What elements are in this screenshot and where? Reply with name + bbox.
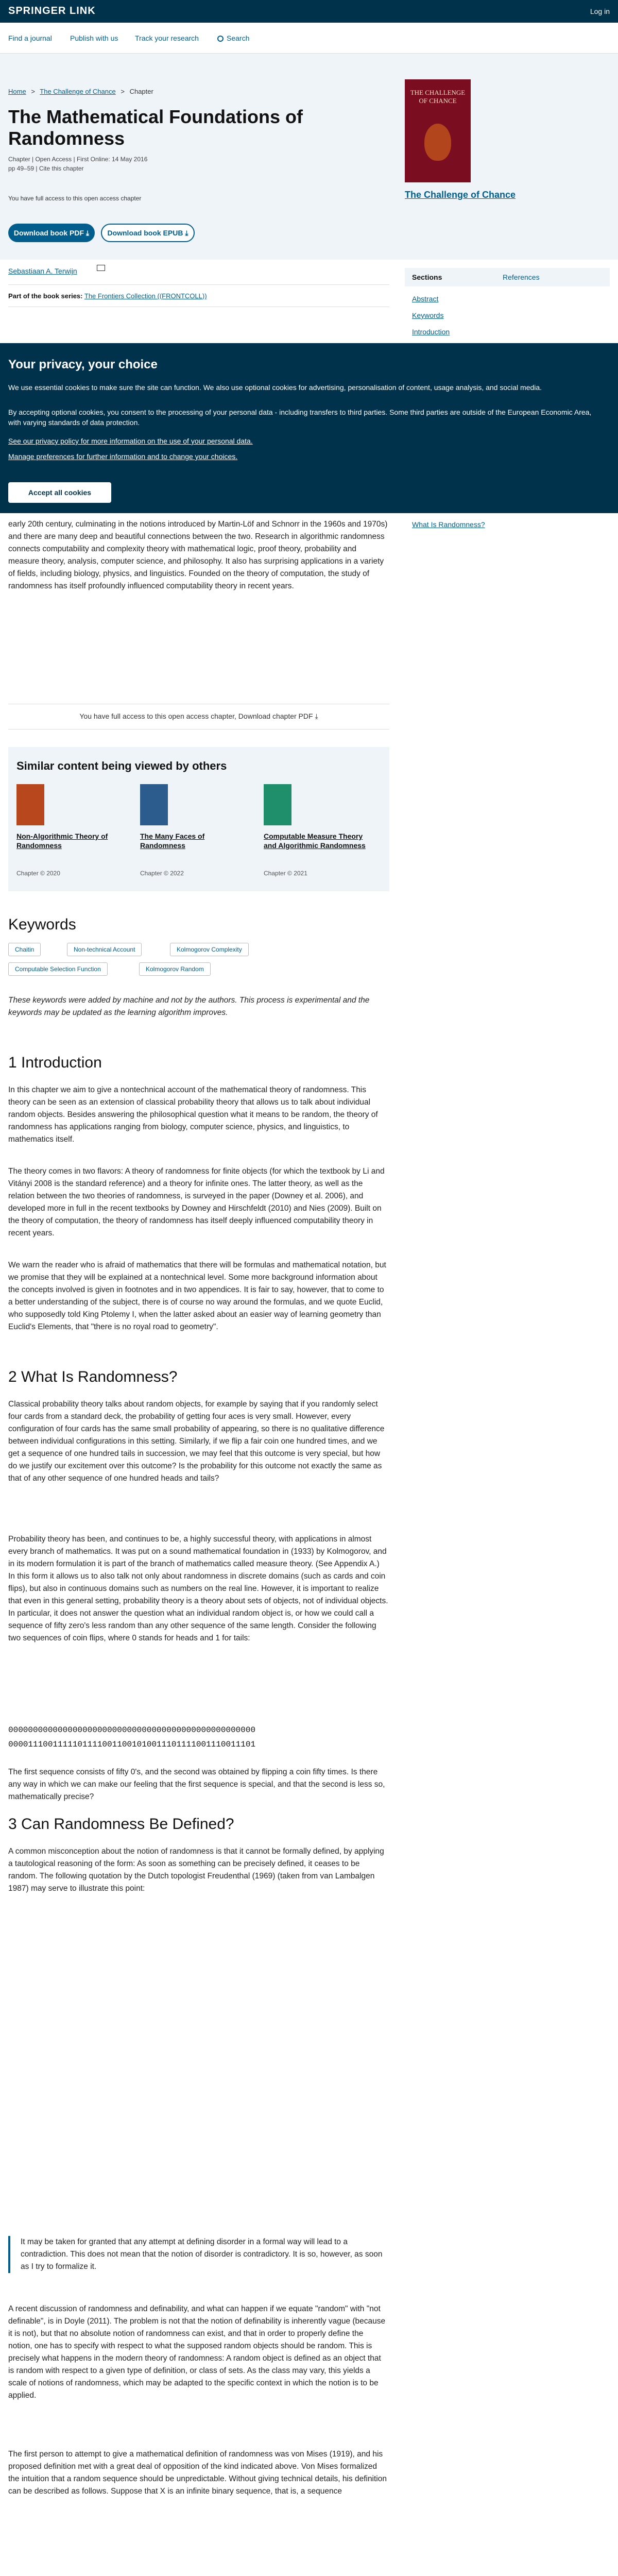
cookie-text-essential: We use essential cookies to make sure the site can function. We also use optional cookies for advertising, personalisation of content, usage analysis, and social media. — [8, 383, 542, 392]
cookie-text-consent: By accepting optional cookies, you consent to the processing of your personal data - including transfers to third parties. Some third parties are outside of the European Economic Area, with varying standards of data protection. — [8, 408, 592, 427]
keywords-heading: Keywords — [8, 916, 76, 933]
book-cover-thumbnail — [140, 784, 168, 825]
what-paragraph: The first sequence consists of fifty 0's, and the second was obtained by flipping a coin fifty times. Is there any way in which we can make our feeling that the first sequence is special, and that the second is less so, mathematically precise? — [8, 1768, 385, 1801]
search-button[interactable] — [217, 34, 249, 42]
similar-card[interactable] — [16, 784, 130, 882]
similar-card[interactable] — [140, 784, 253, 882]
privacy-policy-link[interactable]: See our privacy policy for more information on the use of your personal data. — [8, 437, 253, 445]
similar-content — [8, 747, 389, 891]
cookie-banner — [0, 343, 618, 513]
binary-sequence-random: 00001110011111011110011001010011101111001110011101 — [8, 1740, 256, 1749]
sidebar-tabs — [405, 268, 610, 286]
login-link[interactable]: Log in — [590, 7, 610, 15]
intro-paragraph: In this chapter we aim to give a nontechnical account of the mathematical theory of randomness. This theory can be seen as an extension of classical probability theory that allows us to talk about individual random objects. Besides answering the philosophical question what it means to be random, the theory of randomness has applications ranging from biology, computer science, physics, and linguistics, to mathematics itself. — [8, 1086, 378, 1144]
intro-paragraph: We warn the reader who is afraid of mathematics that there will be formulas and mathematical notation, but we promise that they will be explained at a nontechnical level. Some more background information about the concepts involved is given in footnotes and in two appendices. It is fair to say, however, that to come to a better understanding of the subject, there is of course no way around the formulas, and we quote Euclid, who supposedly told King Ptolemy I, when the latter asked about an easier way of learning geometry than Euclid's Elements, that "there is no royal road to geometry". — [8, 1261, 386, 1331]
intro-paragraph: The theory comes in two flavors: A theory of randomness for finite objects (for which the textbook by Li and Vitányi 2008 is the standard reference) and a theory for infinite ones. The latter theory, as well as the relation between the two theories of randomness, is surveyed in the paper (Downey et al. 2006), and developed more in full in the recent textbooks by Downey and Hirschfeldt (2010) and Nies (2009). Built on the theory of computation, the theory of randomness has itself deeply influenced computability theory in recent years. — [8, 1167, 385, 1238]
accept-cookies-button[interactable]: Accept all cookies — [8, 482, 111, 503]
what-paragraph: Classical probability theory talks about random objects, for example by saying that if you randomly select four cards from a standard deck, the probability of getting four aces is very small. However, every configuration of four cards has the same small probability of appearing, so there is no qualitative difference between individual configurations in this setting. Similarly, if we flip a fair coin one hundred times, and we get a sequence of one hundred tails in succession, we may feel that this outcome is very special, but how do we justify our excitement over this outcome? Is the probability for this outcome not exactly the same as that of any other sequence of one hundred heads and tails? — [8, 1400, 385, 1483]
freudenthal-quote: It may be taken for granted that any attempt at defining disorder in a formal way will lead to a contradiction. This does not mean that the notion of disorder is contradictory. It is so, however, as soon as I try to formalize it. — [8, 2236, 388, 2273]
access-notice: You have full access to this open access chapter — [8, 195, 142, 202]
sidebar-item-abstract[interactable]: Abstract — [412, 295, 439, 303]
binary-sequence-zeros: 00000000000000000000000000000000000000000000000000 — [8, 1725, 256, 1735]
intro-heading: 1 Introduction — [8, 1054, 102, 1071]
what-paragraph: Probability theory has been, and continues to be, a highly successful theory, with applications in almost every branch of mathematics. It was put on a sound mathematical foundation in (1933) by Kolmogorov, and in its modern formulation it is part of the branch of mathematics called measure theory. (See Appendix A.) In this form it allows us to also talk not only about randomness in discrete domains (such as cards and coin flips), but also in continuous domains such as numbers on the real line. However, it is important to realize that even in this general setting, probability theory is a theory about sets of objects, not of individual objects. In particular, it does not answer the question what an individual random object is, or how we could call a sequence of fifty zero's less random than any other sequence of the same length. Consider the following two sequences of coin flips, where 0 stands for heads and 1 for tails: — [8, 1535, 388, 1642]
book-cover-thumbnail — [264, 784, 291, 825]
similar-card-title[interactable]: The Many Faces of Randomness — [140, 832, 205, 850]
track-research-link[interactable]: Track your research — [135, 34, 199, 42]
breadcrumb-current: Chapter — [129, 88, 153, 95]
find-journal-link[interactable]: Find a journal — [8, 34, 52, 42]
cookie-heading: Your privacy, your choice — [8, 358, 158, 371]
book-title-link[interactable]: The Challenge of Chance — [405, 190, 516, 200]
book-cover-thumbnail — [16, 784, 44, 825]
sidebar-item-introduction[interactable]: Introduction — [412, 328, 450, 336]
similar-heading: Similar content being viewed by others — [16, 759, 227, 772]
book-cover-image[interactable] — [405, 79, 471, 182]
can-randomness-be-defined-heading: 3 Can Randomness Be Defined? — [8, 1816, 234, 1833]
similar-card-meta: Chapter © 2022 — [140, 870, 184, 877]
search-label: Search — [227, 34, 250, 42]
series-link[interactable]: The Frontiers Collection ((FRONTCOLL)) — [84, 292, 207, 300]
abstract-text: early 20th century, culminating in the notions introduced by Martin-Löf and Schnorr in the 1960s and 1970s) and there are many deep and beautiful connections between the two. Research in algorithmic randomness connects computability and complexity theory with mathematical logic, proof theory, probability and measure theory, analysis, computer science, and philosophy. It also has surprising applications in a variety of fields, including biology, physics, and linguistics. Founded on the theory of computation, the study of randomness has itself profoundly influenced computability theory in recent years. — [8, 520, 388, 590]
define-paragraph: A common misconception about the notion of randomness is that it cannot be formally defined, by applying a tautological reasoning of the form: As soon as something can be precisely defined, it ceases to be random. The following quotation by the Dutch topologist Freudenthal (1969) (taken from van Lambalgen 1987) may serve to illustrate this point: — [8, 1847, 384, 1893]
tab-references[interactable]: References — [503, 273, 540, 281]
what-is-randomness-heading: 2 What Is Randomness? — [8, 1368, 178, 1385]
similar-card-meta: Chapter © 2021 — [264, 870, 307, 877]
keyword-tag[interactable]: Computable Selection Function — [8, 962, 108, 976]
define-paragraph: A recent discussion of randomness and definability, and what can happen if we equate "random" with "not definable", is in Doyle (2011). The problem is not that the notion of definability is inherently vague (because it is not), but that no absolute notion of randomness can exist, and that in order to properly define the notion, one has to specify with respect to what the supposed random objects should be random. This is precisely what happens in the modern theory of randomness: A random object is defined as an object that is random with respect to a given type of definition, or class of sets. As the class may vary, this yields a scale of notions of randomness, which may be adapted to the specific context in which the notion is to be applied. — [8, 2304, 386, 2400]
similar-card[interactable] — [264, 784, 377, 882]
sidebar-item-keywords[interactable]: Keywords — [412, 311, 444, 319]
author-link[interactable]: Sebastiaan A. Terwijn — [8, 267, 77, 275]
breadcrumb — [8, 88, 157, 95]
keyword-tag[interactable]: Kolmogorov Random — [139, 962, 211, 976]
sidebar-item-what-is-randomness[interactable]: What Is Randomness? — [412, 520, 485, 529]
keyword-tag[interactable]: Non-technical Account — [67, 943, 142, 956]
download-pdf-button[interactable]: Download book PDF ⤓ — [8, 224, 95, 242]
similar-card-title[interactable]: Non-Algorithmic Theory of Randomness — [16, 832, 108, 850]
cover-illustration — [424, 124, 451, 161]
chapter-meta: Chapter | Open Access | First Online: 14 May 2016 — [8, 156, 148, 163]
springer-link-logo[interactable]: SPRINGER LINK — [8, 5, 96, 16]
top-bar — [0, 0, 618, 23]
download-epub-button[interactable]: Download book EPUB ⤓ — [101, 224, 195, 242]
breadcrumb-book[interactable]: The Challenge of Chance — [40, 88, 116, 95]
search-icon — [217, 36, 224, 42]
keyword-tag[interactable]: Kolmogorov Complexity — [170, 943, 249, 956]
keywords-note: These keywords were added by machine and not by the authors. This process is experimental and the keywords may be updated as the learning algorithm improves. — [8, 996, 370, 1017]
series-prefix: Part of the book series: — [8, 292, 83, 300]
keyword-tag[interactable]: Chaitin — [8, 943, 41, 956]
similar-card-title[interactable]: Computable Measure Theory and Algorithmic Randomness — [264, 832, 366, 850]
page-title: The Mathematical Foundations of Randomness — [8, 106, 303, 149]
sub-navigation — [0, 23, 618, 54]
email-icon[interactable] — [97, 265, 105, 271]
tab-sections[interactable]: Sections — [412, 273, 442, 281]
publish-link[interactable]: Publish with us — [70, 34, 118, 42]
book-cover-text: THE CHALLENGE OF CHANCE — [410, 89, 466, 105]
manage-preferences-link[interactable]: Manage preferences for further information and to change your choices. — [8, 452, 238, 461]
chapter-pages: pp 49–59 | Cite this chapter — [8, 165, 84, 172]
breadcrumb-separator: > — [31, 88, 35, 95]
download-chapter-note[interactable]: You have full access to this open access chapter, Download chapter PDF ⤓ — [8, 704, 389, 730]
book-series — [8, 284, 389, 307]
define-paragraph: The first person to attempt to give a mathematical definition of randomness was von Mises (1919), and his proposed definition met with a great deal of opposition of the kind indicated above. Von Mises formalized the intuition that a random sequence should be unpredictable. Without giving technical details, his definition can be described as follows. Suppose that X is an infinite binary sequence, that is, a sequence — [8, 2450, 387, 2496]
breadcrumb-home[interactable]: Home — [8, 88, 26, 95]
similar-card-meta: Chapter © 2020 — [16, 870, 60, 877]
breadcrumb-separator: > — [121, 88, 125, 95]
